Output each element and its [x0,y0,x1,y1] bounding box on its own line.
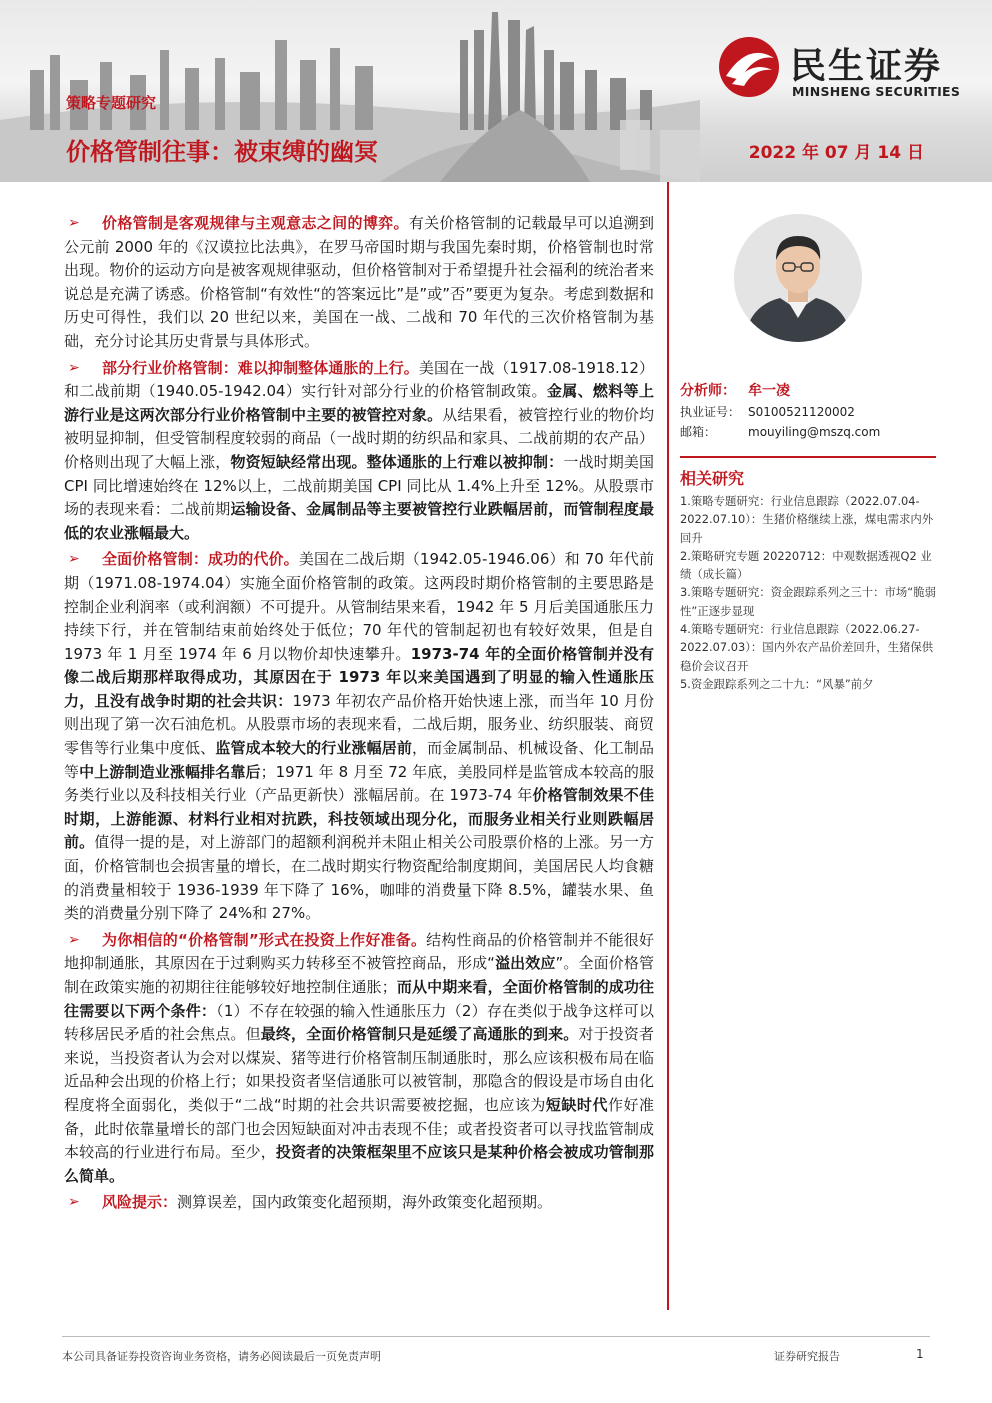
bullet-arrow-icon: ➢ [68,215,80,231]
bullet-arrow-icon: ➢ [68,359,80,376]
bullet-heading: 价格管制是客观规律与主观意志之间的博弈。 [102,214,409,232]
bullet-text: ，而金属制品、机械设备、化工制品等 [64,739,654,781]
related-research-list [680,492,936,693]
related-divider [680,456,936,458]
bullet-emphasis: 1973-74 年的全面价格管制并没有像二战后期那样取得成功，其原因在于 1973 年以来美国遇到了明显的输入性通胀压力，且没有战争时期的社会共识： [64,644,654,710]
footer-report-type: 证券研究报告 [774,1350,840,1363]
main-content [64,212,654,1218]
analyst-cert: S0100521120002 [748,405,855,419]
analyst-email-row [680,422,936,442]
bullet-text: 对于投资者来说，当投资者认为会对以煤炭、猪等进行价格管制压制通胀时，那么应该积极布局在临近品种会出现的价格上行；如果投资者坚信通胀可以被管制，那隐含的假设是市场自由化程度将全面弱化，类似于“二战“时期的社会共识需要被挖掘，也应该为 [64,1025,654,1114]
analyst-cert-row [680,402,936,422]
footer-disclaimer: 本公司具备证券投资咨询业务资格，请务必阅读最后一页免责声明 [62,1350,381,1363]
bullet-text: 一战时期美国 CPI 同比增速始终在 12%以上，二战前期美国 CPI 同比从 1.4%上升至 12%。从股票市场的表现来看：二战前期 [64,452,654,519]
bullet-emphasis: 溢出效应 [494,954,556,973]
related-item[interactable]: 3.策略专题研究：资金跟踪系列之三十：市场“脆弱性”正逐步显现 [680,585,936,618]
bullet-arrow-icon: ➢ [68,551,80,568]
logo-english-name: MINSHENG SECURITIES [792,84,961,99]
report-title: 价格管制往事：被束缚的幽冥 [66,138,378,166]
report-category: 策略专题研究 [66,94,157,112]
analyst-info [680,380,936,442]
bullet-emphasis: 监管成本较大的行业涨幅居前 [215,739,413,758]
bullet-text: 有关价格管制的记载最早可以追溯到公元前 2000 年的《汉谟拉比法典》，在罗马帝国时期与我国先秦时期，价格管制也时常出现。物价的运动方向是被客观规律驱动，但价格管制对于希望提升社会福利的统治者来说总是充满了诱惑。价格管制“有效性“的答案远比”是”或”否”要更为复杂。考虑到数据和历史可得性，我们以 20 世纪以来，美国在一战、二战和 70 年代的三次价格管制为基础，充分讨论其历史背景与具体形式。 [64,214,654,350]
bullet-heading: 风险提示： [102,1193,178,1212]
page-number: 1 [916,1347,924,1361]
related-research-title: 相关研究 [680,469,745,488]
bullet-emphasis: 运输设备、金属制品等主要被管控行业跌幅居前，而管制程度最低的农业涨幅最大。 [64,500,654,542]
report-date: 2022 年 07 月 14 日 [748,143,924,163]
bullet-arrow-icon: ➢ [68,1194,80,1211]
analyst-portrait-image [734,214,862,342]
bullet-emphasis: 而从中期来看，全面价格管制的成功往往需要以下两个条件： [64,978,654,1020]
analyst-name-row [680,380,936,402]
bullet-heading: 全面价格管制：成功的代价。 [102,550,299,569]
bullet-emphasis: 投资者的决策框架里不应该只是某种价格会被成功管制那么简单。 [64,1143,654,1185]
analyst-email-label: 邮箱： [680,425,717,439]
bullet-emphasis: 中上游制造业涨幅排名靠后 [79,762,261,781]
bullet-arrow-icon: ➢ [68,931,80,948]
bullet-text: 美国在二战后期（1942.05-1946.06）和 70 年代前期（1971.08-1974.04）实施全面价格管制的政策。这两段时期价格管制的主要思路是控制企业利润率（或利润额）不可提升。从管制结果来看，1942 年 5 月后美国通胀压力持续下行，并在管制结束前始终处于低位；70 年代的管制起初也有较好效果，但是自 1973 年 1 月至 1974 年 6 月以物价却快速攀升。 [64,550,654,663]
minsheng-logo-icon [718,36,780,98]
analyst-name: 牟一凌 [748,383,790,399]
analyst-cert-label: 执业证号： [680,405,741,419]
bullet-text: 测算误差，国内政策变化超预期，海外政策变化超预期。 [177,1193,553,1212]
logo-chinese-name: 民生证券 [790,46,943,87]
bullet-text: 作好准备，此时依靠量增长的部门也会因短缺面对冲击表现不佳；或者投资者可以寻找监管制成本较高的行业进行布局。至少， [64,1095,654,1162]
bullet-text: 美国在一战（1917.08-1918.12）和二战前期（1940.05-1942.04）实行针对部分行业的价格管制政策。 [64,358,654,401]
summary-bullet [64,1191,654,1215]
bullet-text: ；1971 年 8 月至 72 年底，美股同样是监管成本较高的服务类行业以及科技相关行业（产品更新快）涨幅居前。在 1973-74 年 [64,762,654,805]
bullet-emphasis: 金属、燃料等上游行业是这两次部分行业价格管制中主要的被管控对象。 [64,382,654,424]
related-item[interactable]: 2.策略研究专题 20220712：中观数据透视Q2 业绩（成长篇） [680,548,932,582]
bullet-emphasis: 最终，全面价格管制只是延缓了高通胀的到来。 [260,1025,579,1044]
bullet-text: 值得一提的是，对上游部门的超额利润税并未阻止相关公司股票价格的上涨。另一方面，价格管制也会损害量的增长，在二战时期实行物资配给制度期间，美国居民人均食糖的消费量相较于 1936-1939 年下降了 16%，咖啡的消费量下降 8.5%，罐装水果、鱼类的消费量分别下降了 24%和 27%。 [64,833,654,923]
related-item[interactable]: 4.策略专题研究：行业信息跟踪（2022.06.27-2022.07.03）：国内外农产品价差回升，生猪保供稳价会议召开 [680,622,934,673]
bullet-heading: 为你相信的“价格管制”形式在投资上作好准备。 [102,930,427,949]
summary-bullet [64,357,654,546]
bullet-emphasis: 价格管制效果不佳时期，上游能源、材料行业相对抗跌，科技领域出现分化，而服务业相关行业则跌幅居前。 [64,786,654,852]
column-divider [667,182,669,1310]
company-logo [718,36,968,106]
bullet-text: 结构性商品的价格管制并不能很好地抑制通胀，其原因在于过剩购买力转移至不被管控商品，形成“ [64,930,654,973]
analyst-email[interactable]: mouyiling@mszq.com [748,425,881,439]
analyst-avatar [734,214,862,342]
summary-bullet [64,212,654,354]
bullet-text: （1）不存在较强的输入性通胀压力（2）存在类似于战争这样可以转移居民矛盾的社会焦点。但 [64,1001,654,1044]
summary-bullet [64,929,654,1189]
related-item[interactable]: 1.策略专题研究：行业信息跟踪（2022.07.04-2022.07.10）：生猪价格继续上涨，煤电需求内外回升 [680,494,934,545]
bullet-emphasis: 短缺时代 [545,1095,608,1114]
summary-bullet [64,548,654,926]
bullet-heading: 部分行业价格管制：难以抑制整体通胀的上行。 [102,358,419,377]
bullet-text: ”。全面价格管制在政策实施的初期往往能够较好地控制住通胀； [64,954,654,996]
bullet-text: 从结果看，被管控行业的物价均被明显抑制，但受管制程度较弱的商品（一战时期的纺织品和家具、二战前期的农产品）价格则出现了大幅上涨， [64,405,654,471]
analyst-role-label: 分析师： [680,383,736,399]
footer-divider [62,1336,930,1337]
related-item[interactable]: 5.资金跟踪系列之二十九：“风暴”前夕 [680,676,874,691]
bullet-text: 1973 年初农产品价格开始快速上涨，而当年 10 月份则出现了第一次石油危机。从股票市场的表现来看，二战后期，服务业、纺织服装、商贸零售等行业集中度低、 [64,691,654,758]
bullet-emphasis: 物资短缺经常出现。整体通胀的上行难以被抑制： [230,452,564,471]
